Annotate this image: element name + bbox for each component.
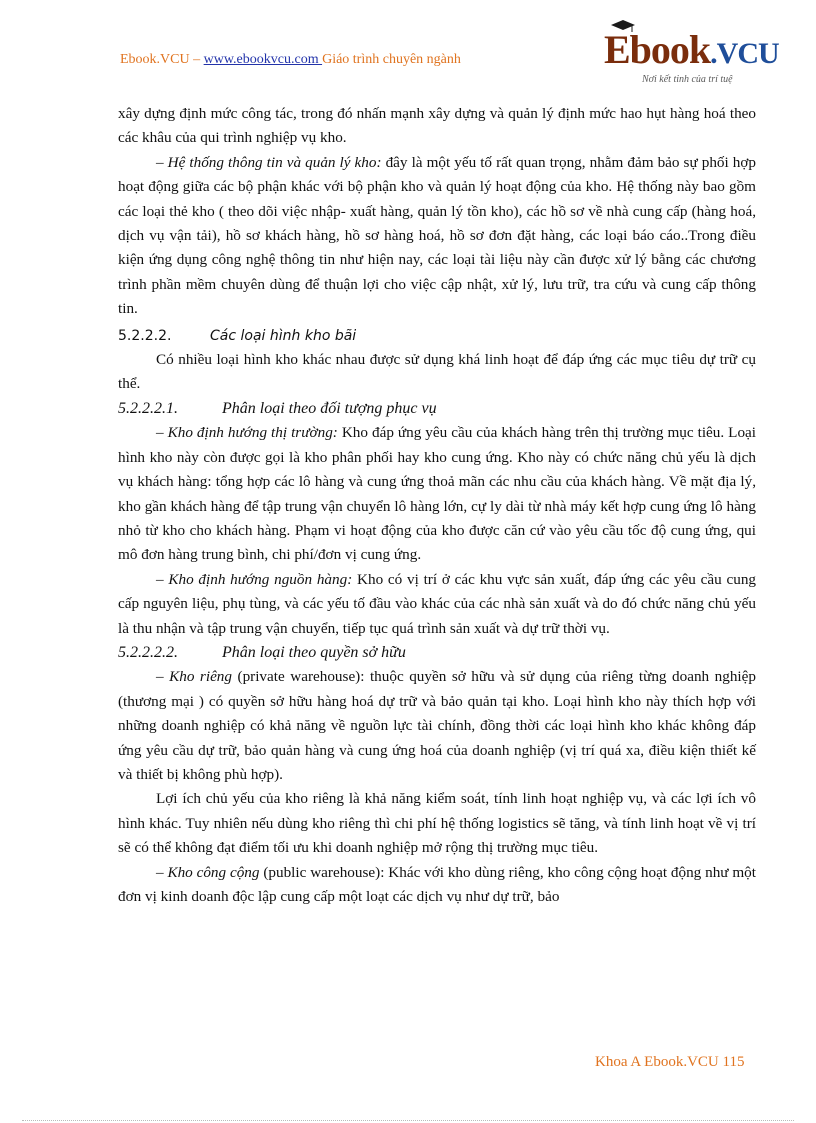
logo-name-part2: .VCU [710, 37, 779, 70]
paragraph-private-benefits: Lợi ích chủ yếu của kho riêng là khả năng kiểm soát, tính linh hoạt nghiệp vụ, và các lợi ích vô hình khác. Tuy nhiên nếu dùng kho riêng thì chi phí hệ thống logistics sẽ tăng, và tính linh hoạt về vị trí sẽ có thể không đạt điểm tối ưu khi doanh nghiệp mở rộng thị trường mục tiêu. [118, 790, 756, 857]
paragraph-public-warehouse [118, 861, 756, 910]
section-title: Các loại hình kho bãi [210, 327, 357, 344]
logo-wordmark [604, 26, 779, 73]
section-heading-5-2-2-2-2 [118, 641, 756, 665]
paragraph-info-system [118, 151, 756, 322]
paragraph-warehouse-types: Có nhiều loại hình kho khác nhau được sử dụng khá linh hoạt để đáp ứng các mục tiêu dự trữ cụ thể. [118, 351, 756, 393]
list-dash: – [156, 863, 168, 881]
list-dash: – [156, 668, 170, 686]
list-dash: – [156, 153, 168, 171]
section-title: Phân loại theo đối tượng phục vụ [222, 399, 437, 417]
paragraph-text: (public warehouse): Khác với kho dùng riêng, kho công cộng hoạt động như một đơn vị kinh doanh độc lập cung cấp một loạt các dịch vụ như dự trữ, bảo [118, 863, 756, 905]
section-title: Phân loại theo quyền sở hữu [222, 643, 406, 661]
page-body [118, 102, 756, 909]
paragraph-text: Kho có vị trí ở các khu vực sản xuất, đáp ứng các yêu cầu cung cấp nguyên liệu, phụ tùng, và các yếu tố đầu vào khác của các nhà sản xuất và do đó chức năng chủ yếu là thu nhận và tập trung vận chuyển, tiếp tục quá trình sản xuất và dự trữ thời vụ. [118, 570, 757, 637]
section-number: 5.2.2.2.2. [118, 643, 178, 661]
section-number: 5.2.2.2.1. [118, 399, 178, 417]
paragraph-text: đây là một yếu tố rất quan trọng, nhằm đảm bảo sự phối hợp hoạt động giữa các bộ phận khác với bộ phận kho và quản lý hoạt động của kho. Hệ thống này bao gồm các loại thẻ kho ( theo dõi việc nhập- xuất hàng, quản lý tồn kho), các hồ sơ về nhà cung cấp (hàng hoá, dịch vụ vận tải), hồ sơ khách hàng, hồ sơ hàng hoá, hồ sơ đơn đặt hàng, các loại báo cáo..Trong điều kiện ứng dụng công nghệ thông tin như hiện nay, các loại tài liệu này cần được xử lý bằng các chương trình phần mềm chuyên dùng để thuận lợi cho việc cập nhật, xử lý, lưu trữ, tra cứu và cung cấp thông tin. [118, 153, 756, 318]
term-public-warehouse: Kho công cộng [167, 863, 260, 881]
header-site-link[interactable]: www.ebookvcu.com [203, 52, 323, 67]
page-footer: Khoa A Ebook.VCU 115 [595, 1054, 745, 1070]
term-market-oriented: Kho định hướng thị trường: [167, 424, 338, 442]
paragraph-text: Kho đáp ứng yêu cầu của khách hàng trên thị trường mục tiêu. Loại hình kho này còn được gọi là kho phân phối hay kho cung ứng. Kho này có chức năng chủ yếu là dịch vụ khách hàng: tổng hợp các lô hàng và cung ứng thoả mãn các nhu cầu của khách hàng. Về mặt địa lý, kho gần khách hàng để tập trung vận chuyển lô hàng lớn, cự ly dài từ nhà máy kết hợp cung ứng lô hàng nhỏ từ kho cho khách hàng. Phạm vi hoạt động của kho được căn cứ vào yêu cầu tốc độ cung ứng, qui mô đơn hàng trung bình, chi phí/đơn vị cung ứng. [118, 424, 756, 564]
logo-name-part1: Ebook [604, 27, 711, 72]
paragraph-text: (private warehouse): thuộc quyền sở hữu và sử dụng của riêng từng doanh nghiệp (thương mại ) có quyền sở hữu hàng hoá dự trữ và bảo quản tại kho. Loại hình kho này thích hợp với những doanh nghiệp có khả năng về nguồn lực tài chính, đồng thời các loại hình kho khác không đáp ứng yêu cầu dự trữ, bảo quản hàng và cung ứng hoá của doanh nghiệp (vị trí quá xa, điều kiện thiết kế và thiết bị không phù hợp). [118, 668, 756, 783]
paragraph-private-warehouse [118, 665, 756, 787]
list-dash: – [156, 570, 169, 588]
ebook-vcu-logo [604, 22, 779, 96]
section-heading-5-2-2-2-1 [118, 397, 756, 421]
term-private-warehouse: Kho riêng [169, 668, 232, 686]
header-subtitle: Giáo trình chuyên ngành [322, 52, 461, 67]
footer-divider [22, 1120, 794, 1121]
page-header [120, 52, 461, 68]
paragraph-source-oriented [118, 568, 756, 641]
list-dash: – [156, 424, 168, 442]
term-info-system: Hệ thống thông tin và quản lý kho: [167, 153, 382, 171]
logo-tagline: Nơi kết tinh của trí tuệ [642, 74, 733, 85]
section-number: 5.2.2.2. [118, 327, 172, 344]
paragraph-market-oriented [118, 421, 756, 567]
section-heading-5-2-2-2 [118, 324, 756, 348]
term-source-oriented: Kho định hướng nguồn hàng: [168, 570, 353, 588]
paragraph-1: xây dựng định mức công tác, trong đó nhấn mạnh xây dựng và quản lý định mức hao hụt hàng hoá theo các khâu của qui trình nghiệp vụ kho. [118, 105, 756, 147]
header-brand: Ebook.VCU – [120, 52, 204, 67]
